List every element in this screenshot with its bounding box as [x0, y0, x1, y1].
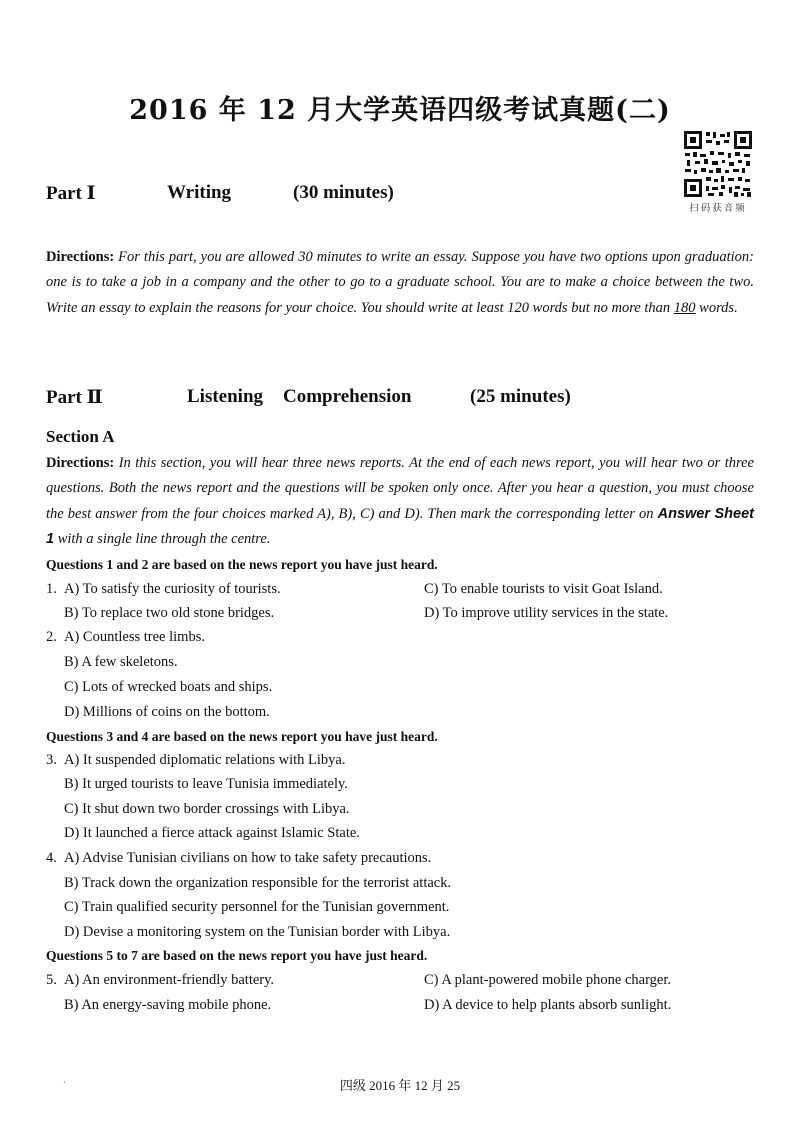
directions-text-end: with a single line through the centre.	[54, 530, 271, 547]
question-number: 4.	[46, 850, 57, 866]
page-footer: 四级 2016 年 12 月 25	[339, 1078, 461, 1093]
page-title: 2016 年 12 月大学英语四级考试真题(二)	[129, 95, 671, 126]
question-number: 2.	[46, 629, 57, 645]
qr-code	[683, 130, 753, 214]
section-a-heading: Section A	[46, 427, 115, 446]
question-number: 5.	[46, 972, 57, 988]
directions-label: Directions:	[46, 455, 115, 471]
question-number: 3.	[46, 752, 57, 768]
part2-label: Part Ⅱ	[46, 387, 103, 408]
option-c: C) Train qualified security personnel for the Tunisian government.	[64, 899, 450, 915]
option-a: A) It suspended diplomatic relations with Libya.	[64, 752, 346, 768]
option-a: A) Advise Tunisian civilians on how to take safety precautions.	[64, 850, 432, 866]
directions-text: For this part, you are allowed 30 minutes to write an essay. Suppose you have two options upon graduation: one is to take a job in a company and the other to go to a graduate school. You are to make a choice between the two. Write an essay to explain the reasons for your choice. You should write at least 120 words but no more than	[46, 249, 754, 316]
part2-directions	[46, 451, 754, 552]
option-d: D) Devise a monitoring system on the Tunisian border with Libya.	[64, 924, 451, 940]
part2-time: (25 minutes)	[470, 386, 571, 407]
answer-sheet-ref: Answer Sheet 1	[46, 505, 755, 547]
question-group-heading: Questions 5 to 7 are based on the news report you have just heard.	[46, 948, 428, 963]
option-d: D) A device to help plants absorb sunlight.	[424, 997, 672, 1013]
part1-directions	[46, 245, 754, 321]
part1-time: (30 minutes)	[293, 182, 394, 203]
option-b: B) To replace two old stone bridges.	[64, 605, 275, 621]
option-c: C) Lots of wrecked boats and ships.	[64, 679, 273, 695]
option-d: D) It launched a fierce attack against Islamic State.	[64, 825, 360, 841]
scan-speck: ·	[63, 1078, 66, 1087]
option-c: C) To enable tourists to visit Goat Island.	[424, 581, 663, 597]
directions-label: Directions:	[46, 249, 115, 265]
directions-text-end: words.	[695, 299, 738, 316]
question-number: 1.	[46, 581, 57, 597]
option-b: B) A few skeletons.	[64, 654, 178, 670]
qr-code-icon	[683, 130, 753, 198]
question-group-heading: Questions 3 and 4 are based on the news report you have just heard.	[46, 729, 438, 744]
option-d: D) Millions of coins on the bottom.	[64, 704, 270, 720]
part2-name-listening: Listening	[187, 386, 264, 407]
option-b: B) It urged tourists to leave Tunisia immediately.	[64, 776, 348, 792]
option-b: B) Track down the organization responsible for the terrorist attack.	[64, 875, 452, 891]
question-group-heading: Questions 1 and 2 are based on the news report you have just heard.	[46, 557, 438, 572]
option-c: C) A plant-powered mobile phone charger.	[424, 972, 671, 988]
part1-name: Writing	[167, 182, 232, 203]
option-b: B) An energy-saving mobile phone.	[64, 997, 272, 1013]
part1-label: Part Ⅰ	[46, 183, 96, 204]
option-a: A) Countless tree limbs.	[64, 629, 205, 645]
word-limit: 180	[673, 299, 696, 316]
part2-name-comprehension: Comprehension	[283, 386, 412, 407]
option-d: D) To improve utility services in the state.	[424, 605, 669, 621]
qr-caption: 扫码获音频	[689, 203, 747, 214]
option-a: A) An environment-friendly battery.	[64, 972, 275, 988]
option-a: A) To satisfy the curiosity of tourists.	[64, 581, 281, 597]
directions-text: In this section, you will hear three news reports. At the end of each news report, you will hear two or three questions. Both the news report and the questions will be spoken only once. After you hear a question, you must choose the best answer from the four choices marked A), B), C) and D). Then mark the corresponding letter on	[46, 455, 754, 522]
option-c: C) It shut down two border crossings with Libya.	[64, 801, 350, 817]
